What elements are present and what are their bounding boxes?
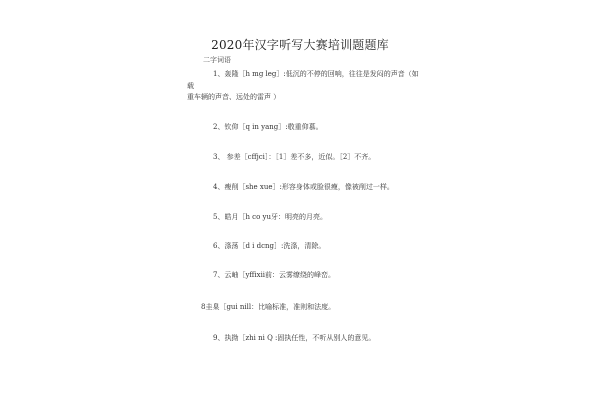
entry-line: 9、执拗［zhi ni Q :固执任性，不听从别人的意见。 [213,334,376,342]
entry-line: 5、皓月［h co yu牙：明亮的月亮。 [213,213,328,221]
section-heading: 二字词语 [203,56,231,64]
entry-line: 8圭臬［gui nill：比喻标准，准则和法度。 [201,303,336,311]
entry-line: 载 [187,82,194,90]
entry-line: 6、涤荡［d i dcng］:洗涤，清除。 [213,242,326,250]
entry-line: 2、钦仰［q in yang］:敬重仰慕。 [213,123,323,131]
entry-line: 3、 参差［cffjci］：［1］差不多，近似。［2］不齐。 [213,153,376,161]
entry-line: 重车辆的声音、远处的雷声 ） [187,93,281,101]
entry-line: 4、瘦削［she xue］:形容身体或脸很瘦，像被削过一样。 [213,183,394,191]
page-title: 2020年汉字听写大赛培训题题库 [211,38,389,52]
entry-line: 1、轰隆［h mg leg］:低沉的不停的回响，往往是发闷的声音（如 [213,70,419,78]
entry-line: 7、云岫［yffixii前：云雾缭绕的峰峦。 [213,271,336,279]
